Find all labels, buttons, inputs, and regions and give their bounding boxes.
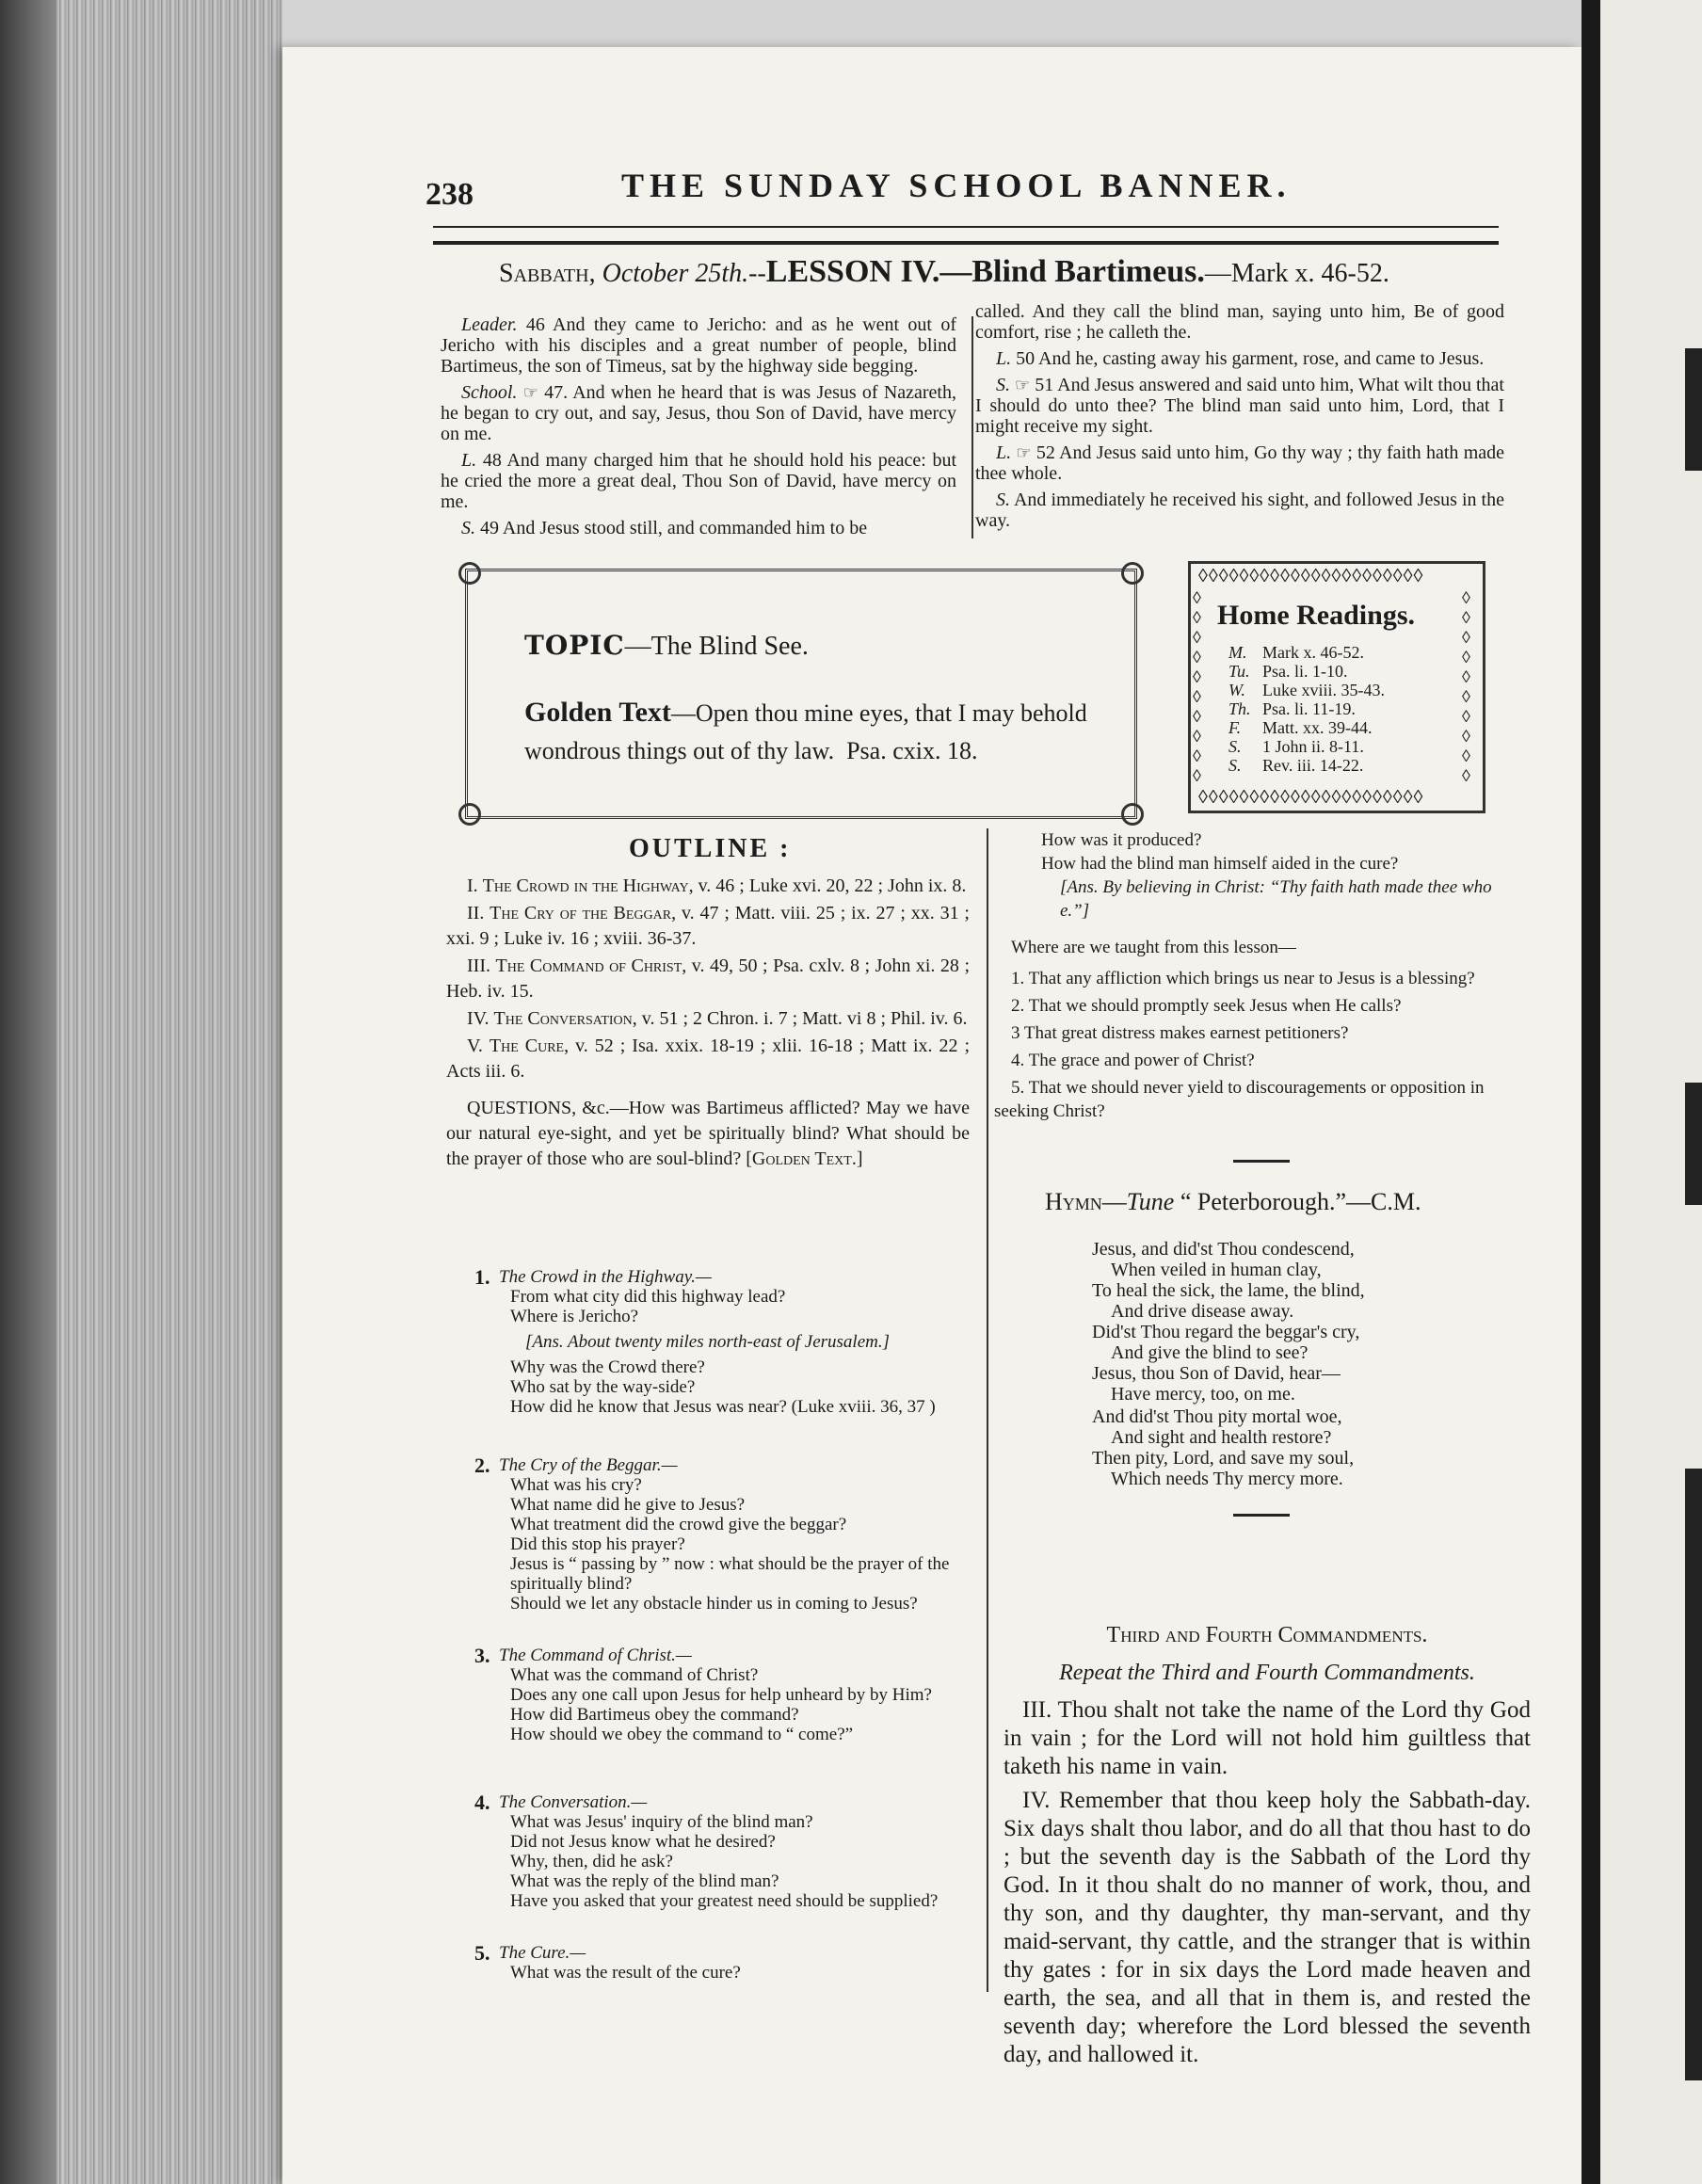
lesson-number: LESSON IV.	[765, 254, 940, 289]
outline-text: v. 51 ; 2 Chron. i. 7 ; Matt. vi 8 ; Phil. iv. 6.	[641, 1008, 968, 1029]
outline-text: v. 49, 50 ; Psa. cxlv. 8 ; John xi. 28 ; Heb. iv. 15.	[446, 956, 970, 1002]
scripture-verse	[975, 490, 1504, 531]
outline-item	[446, 874, 970, 899]
home-reading-item	[1228, 681, 1385, 699]
question-heading: The Conversation.—	[499, 1792, 648, 1812]
scripture-right-column	[975, 301, 1504, 537]
outline-head: The Command of Christ,	[495, 956, 687, 976]
outline-num: I.	[467, 875, 478, 896]
question-line: Why was the Crowd there?	[510, 1357, 705, 1377]
question-group	[474, 1265, 988, 1417]
home-reading-item	[1228, 662, 1385, 681]
hymn-line: Which needs Thy mercy more.	[1111, 1469, 1343, 1489]
verse-text: 48 And many charged him that he should hold his peace: but he cried the more a great deal, Thou Son of David, have mercy on me.	[441, 450, 957, 512]
speaker-label: L.	[996, 442, 1012, 463]
header-rule	[433, 226, 1499, 228]
outline-num: IV.	[467, 1008, 490, 1029]
lesson-reference: —Mark x. 46-52.	[1204, 259, 1389, 288]
answer: [Ans. About twenty miles north-east of Jerusalem.]	[525, 1332, 891, 1352]
home-reading-item	[1228, 718, 1385, 737]
lesson-point: 1. That any affliction which brings us near to Jesus is a blessing?	[1011, 969, 1475, 988]
question-line: How had the blind man himself aided in the cure?	[1041, 854, 1399, 874]
ornament-border-icon: ◊ ◊ ◊ ◊ ◊ ◊ ◊ ◊ ◊ ◊	[1462, 588, 1470, 785]
hymn-line: To heal the sick, the lame, the blind,	[1092, 1280, 1365, 1301]
outline-head: The Cry of the Beggar,	[490, 903, 677, 923]
home-reading-item	[1228, 756, 1385, 775]
hymn-tune-label: Tune	[1126, 1188, 1175, 1215]
question-number: 5.	[474, 1941, 490, 1965]
scripture-verse	[441, 382, 956, 444]
dash: --	[748, 259, 766, 288]
hymn-line: Have mercy, too, on me.	[1111, 1384, 1295, 1405]
header-rule-thick	[433, 241, 1499, 245]
topic-text: —The Blind See.	[624, 632, 809, 661]
question-heading: The Command of Christ.—	[499, 1646, 692, 1665]
question-line: From what city did this highway lead?	[510, 1287, 786, 1307]
commandments-title: Third and Fourth Commandments.	[1106, 1623, 1428, 1647]
verse-text: 50 And he, casting away his garment, rose, and came to Jesus.	[1016, 348, 1485, 369]
lesson-point: 5. That we should never yield to discouragements or opposition in seeking Christ?	[994, 1078, 1485, 1121]
question-line: What was the reply of the blind man?	[510, 1871, 779, 1891]
questions-intro-ref: [Golden Text.]	[746, 1148, 863, 1169]
hymn-line: Jesus, and did'st Thou condescend,	[1092, 1239, 1355, 1260]
scripture-verse	[975, 442, 1504, 484]
scripture-verse	[975, 375, 1504, 437]
page-number: 238	[426, 177, 474, 212]
lesson-title: —Blind Bartimeus.	[939, 254, 1205, 289]
outline-head: The Conversation,	[493, 1008, 637, 1029]
scripture-verse	[441, 314, 956, 377]
pointing-hand-icon: ☞	[522, 383, 538, 402]
outline-title: OUTLINE :	[629, 834, 792, 863]
outline-head: The Cure,	[489, 1036, 570, 1056]
hymn-tune-name: “ Peterborough.”—C.M.	[1180, 1188, 1421, 1215]
outline-item	[446, 954, 970, 1004]
reading-day: S.	[1228, 756, 1242, 775]
question-heading: The Cure.—	[499, 1943, 586, 1963]
lesson-heading	[499, 254, 1389, 290]
home-readings-list	[1228, 643, 1385, 775]
verse-text: And immediately he received his sight, and followed Jesus in the way.	[975, 490, 1504, 531]
verse-text: 52 And Jesus said unto him, Go thy way ; thy faith hath made thee whole.	[975, 442, 1504, 484]
outline-list	[446, 874, 970, 1178]
taught-heading: Where are we taught from this lesson—	[1011, 938, 1296, 957]
verse-text: 49 And Jesus stood still, and commanded him to be	[480, 518, 868, 538]
speaker-label: Leader.	[461, 314, 518, 335]
question-line: What was his cry?	[510, 1475, 642, 1495]
column-divider-top	[971, 316, 973, 538]
hymn-line: And give the blind to see?	[1111, 1342, 1309, 1363]
questions-intro	[446, 1096, 970, 1172]
reading-ref: Psa. li. 1-10.	[1262, 662, 1348, 681]
reading-day: S.	[1228, 737, 1242, 756]
question-line: Did this stop his prayer?	[510, 1534, 685, 1554]
outline-item	[446, 1006, 970, 1032]
question-line: What treatment did the crowd give the beggar?	[510, 1515, 847, 1534]
commandments-instruction: Repeat the Third and Fourth Commandments.	[1059, 1661, 1475, 1685]
ornament-border-icon: ◊ ◊ ◊ ◊ ◊ ◊ ◊ ◊ ◊ ◊	[1193, 588, 1201, 785]
reading-ref: Luke xviii. 35-43.	[1262, 681, 1385, 699]
speaker-label: School.	[461, 382, 518, 403]
answer: [Ans. By believing in Christ: “Thy faith hath made thee who e.”]	[1060, 877, 1492, 921]
question-heading: The Crowd in the Highway.—	[499, 1267, 712, 1287]
outline-item	[446, 901, 970, 952]
section-rule	[1233, 1160, 1290, 1163]
lesson-point: 4. The grace and power of Christ?	[1011, 1051, 1255, 1070]
speaker-label: S.	[461, 518, 475, 538]
pointing-hand-icon: ☞	[1016, 443, 1032, 462]
golden-text-body: —Open thou mine eyes, that I may behold wondrous things out of thy law.	[524, 699, 1087, 764]
reading-day: Tu.	[1228, 662, 1250, 681]
question-line: Who sat by the way-side?	[510, 1377, 696, 1397]
hymn-label: Hymn—	[1045, 1188, 1127, 1215]
question-number: 3.	[474, 1644, 490, 1667]
question-number: 2.	[474, 1453, 490, 1477]
reading-day: F.	[1228, 718, 1242, 737]
topic-box	[465, 569, 1137, 819]
commandments	[1004, 1621, 1531, 2075]
question-line: What was the command of Christ?	[510, 1665, 759, 1685]
golden-text-label: Golden Text	[524, 697, 671, 728]
ornament-border-icon: ◊◊◊◊◊◊◊◊◊◊◊◊◊◊◊◊◊◊◊◊◊◊	[1198, 787, 1424, 808]
outline-num: V.	[467, 1036, 483, 1056]
outline-text: v. 47 ; Matt. viii. 25 ; ix. 27 ; xx. 31 ; xxi. 9 ; Luke iv. 16 ; xviii. 36-37.	[446, 903, 970, 949]
question-heading: The Cry of the Beggar.—	[499, 1455, 678, 1475]
question-number: 4.	[474, 1791, 490, 1814]
hymn-line: Did'st Thou regard the beggar's cry,	[1092, 1322, 1360, 1342]
reading-ref: Mark x. 46-52.	[1262, 643, 1364, 662]
scripture-verse	[441, 518, 956, 538]
question-line: What was the result of the cure?	[510, 1963, 741, 1983]
verse-text: called. And they call the blind man, saying unto him, Be of good comfort, rise ; he calleth the.	[975, 301, 1504, 343]
speaker-label: S.	[996, 490, 1010, 510]
ornament-border-icon: ◊◊◊◊◊◊◊◊◊◊◊◊◊◊◊◊◊◊◊◊◊◊	[1198, 566, 1424, 586]
reading-ref: Matt. xx. 39-44.	[1262, 718, 1373, 737]
question-line: What name did he give to Jesus?	[510, 1495, 746, 1515]
hymn-verse	[1092, 1322, 1359, 1405]
home-reading-item	[1228, 643, 1385, 662]
question-line: What was Jesus' inquiry of the blind man?	[510, 1812, 813, 1832]
question-number: 1.	[474, 1265, 490, 1289]
hymn-heading	[1045, 1188, 1421, 1216]
outline-item	[446, 1034, 970, 1084]
hymn-line: Jesus, thou Son of David, hear—	[1092, 1363, 1341, 1384]
outline-num: III.	[467, 956, 490, 976]
scripture-verse	[975, 301, 1504, 343]
home-readings-box	[1188, 561, 1485, 813]
golden-text	[524, 694, 1127, 770]
verse-text: 47. And when he heard that is was Jesus of Nazareth, he began to cry out, and say, Jesus, thou Son of David, have mercy on me.	[441, 382, 956, 444]
hymn-line: And did'st Thou pity mortal woe,	[1092, 1406, 1342, 1427]
question-group	[474, 1791, 988, 1911]
question-line: How did he know that Jesus was near? (Luke xviii. 36, 37 )	[510, 1397, 936, 1417]
question-line: How should we obey the command to “ come?”	[510, 1725, 854, 1744]
facing-page-edge	[1582, 0, 1702, 2184]
outline-head: The Crowd in the Highway,	[482, 875, 694, 896]
lesson-point: 3 That great distress makes earnest petitioners?	[1011, 1023, 1349, 1043]
hymn-line: And drive disease away.	[1111, 1301, 1294, 1322]
home-reading-item	[1228, 699, 1385, 718]
speaker-label: L.	[461, 450, 477, 471]
outline-text: v. 46 ; Luke xvi. 20, 22 ; John ix. 8.	[698, 875, 967, 896]
reading-day: Th.	[1228, 699, 1251, 718]
hymn-verse	[1092, 1239, 1365, 1322]
pointing-hand-icon: ☞	[1015, 376, 1031, 394]
topic	[524, 630, 809, 662]
hymn-line: Then pity, Lord, and save my soul,	[1092, 1448, 1355, 1469]
scripture-verse	[441, 450, 956, 512]
topic-label: TOPIC	[524, 630, 625, 661]
scripture-verse	[975, 348, 1504, 369]
question-line: Does any one call upon Jesus for help unheard by by Him?	[510, 1685, 932, 1705]
verse-text: 46 And they came to Jericho: and as he went out of Jericho with his disciples and a great number of people, blind Bartimeus, the son of Timeus, sat by the highway side begging.	[441, 314, 957, 377]
question-line: How did Bartimeus obey the command?	[510, 1705, 799, 1725]
outline-num: II.	[467, 903, 485, 923]
question-line: Did not Jesus know what he desired?	[510, 1832, 776, 1852]
fourth-commandment: IV. Remember that thou keep holy the Sabbath-day. Six days shalt thou labor, and do all that thou hast to do ; but the seventh day is the Sabbath of the Lord thy God. In it thou shalt do no manner of work, thou, and thy son, and thy daughter, thy man-servant, and thy maid-servant, thy cattle, and the stranger that is within thy gates : for in six days the Lord made heaven and earth, the sea, and all that in them is, and rested the seventh day; wherefore the Lord blessed the seventh day, and hallowed it.	[1004, 1788, 1531, 2067]
running-title: THE SUNDAY SCHOOL BANNER.	[621, 167, 1292, 204]
sabbath-label: Sabbath,	[499, 259, 596, 288]
reading-ref: Psa. li. 11-19.	[1262, 699, 1356, 718]
question-line: How was it produced?	[1041, 830, 1202, 850]
hymn-verse	[1092, 1406, 1354, 1489]
question-line: Have you asked that your greatest need should be supplied?	[510, 1891, 939, 1911]
home-readings-title: Home Readings.	[1217, 600, 1415, 631]
reading-day: W.	[1228, 681, 1245, 699]
question-line: Where is Jericho?	[510, 1307, 639, 1326]
hymn-line: And sight and health restore?	[1111, 1427, 1332, 1448]
lesson-date: October 25th.	[602, 259, 749, 288]
questions-intro-text: QUESTIONS, &c.—How was Bartimeus afflicted? May we have our natural eye-sight, and yet be spiritually blind? What should be the prayer of those who are soul-blind?	[446, 1098, 970, 1169]
question-line: Why, then, did he ask?	[510, 1852, 673, 1871]
question-line: Should we let any obstacle hinder us in coming to Jesus?	[510, 1594, 918, 1614]
question-group	[474, 1644, 988, 1744]
outline-text: v. 52 ; Isa. xxix. 18-19 ; xlii. 16-18 ; Matt ix. 22 ; Acts iii. 6.	[446, 1036, 971, 1082]
reading-ref: 1 John ii. 8-11.	[1262, 737, 1364, 756]
lesson-point: 2. That we should promptly seek Jesus when He calls?	[1011, 996, 1402, 1016]
speaker-label: L.	[996, 348, 1012, 369]
scripture-left-column	[441, 314, 956, 544]
golden-text-ref: Psa. cxix. 18.	[846, 737, 978, 764]
right-column-questions	[994, 828, 1521, 1127]
reading-ref: Rev. iii. 14-22.	[1262, 756, 1364, 775]
speaker-label: S.	[996, 375, 1010, 395]
hymn-line: When veiled in human clay,	[1111, 1260, 1322, 1280]
question-group	[474, 1453, 988, 1614]
question-line: Jesus is “ passing by ” now : what should be the prayer of the spiritually blind?	[510, 1554, 950, 1594]
book-page-edges	[0, 0, 282, 2184]
verse-text: 51 And Jesus answered and said unto him, What wilt thou that I should do unto thee? The blind man said unto him, Lord, that I might receive my sight.	[975, 375, 1504, 437]
third-commandment: III. Thou shalt not take the name of the Lord thy God in vain ; for the Lord will not hold him guiltless that taketh his name in vain.	[1004, 1697, 1531, 1779]
home-reading-item	[1228, 737, 1385, 756]
section-rule	[1233, 1514, 1290, 1517]
question-group	[474, 1941, 988, 1983]
reading-day: M.	[1228, 643, 1247, 662]
